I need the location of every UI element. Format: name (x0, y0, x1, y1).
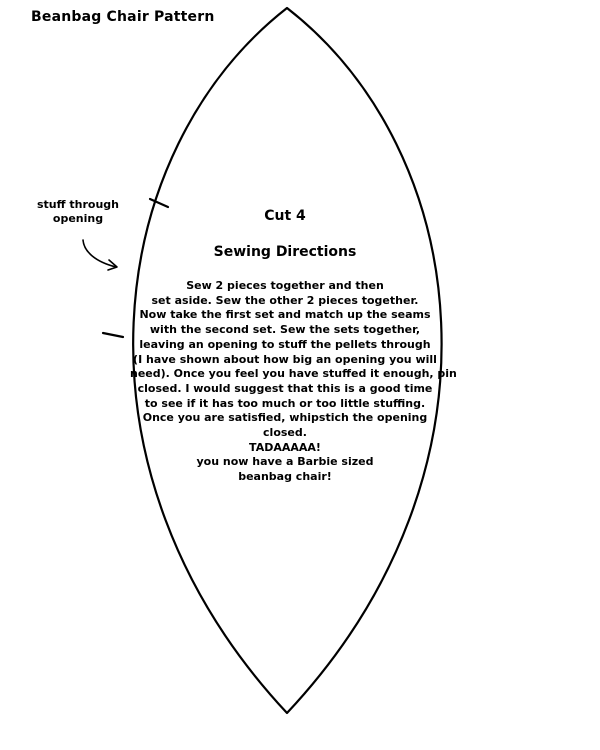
directions-line: leaving an opening to stuff the pellets through (139, 337, 431, 351)
note-line-2: opening (52, 212, 104, 225)
directions-line: need). Once you feel you have stuffed it enough, pin (130, 367, 457, 381)
note-line-1: stuff through (37, 198, 119, 211)
directions-line: you now have a Barbie sized (196, 455, 374, 469)
directions-line: Now take the first set and match up the seams (139, 308, 431, 322)
directions-heading: Sewing Directions (213, 244, 357, 260)
directions-line: beanbag chair! (238, 470, 332, 484)
directions-line: closed. I would suggest that this is a good time (137, 381, 433, 395)
arrow-icon (83, 240, 116, 267)
directions-line: Once you are satisfied, whipstich the opening (142, 411, 428, 425)
cut-label: Cut 4 (264, 208, 306, 224)
directions-line: set aside. Sew the other 2 pieces together. (151, 293, 419, 307)
directions-line: to see if it has too much or too little stuffing. (144, 396, 426, 410)
directions-line: (I have shown about how big an opening you will (133, 352, 437, 366)
directions-text (130, 279, 457, 485)
directions-line: with the second set. Sew the sets together, (149, 323, 421, 337)
directions-line: Sew 2 pieces together and then (186, 279, 384, 292)
directions-line: closed. (263, 426, 307, 440)
opening-mark-bottom (103, 333, 123, 337)
stuff-through-note (18, 198, 138, 226)
directions-line: TADAAAAA! (249, 440, 321, 454)
page-title: Beanbag Chair Pattern (31, 9, 215, 25)
